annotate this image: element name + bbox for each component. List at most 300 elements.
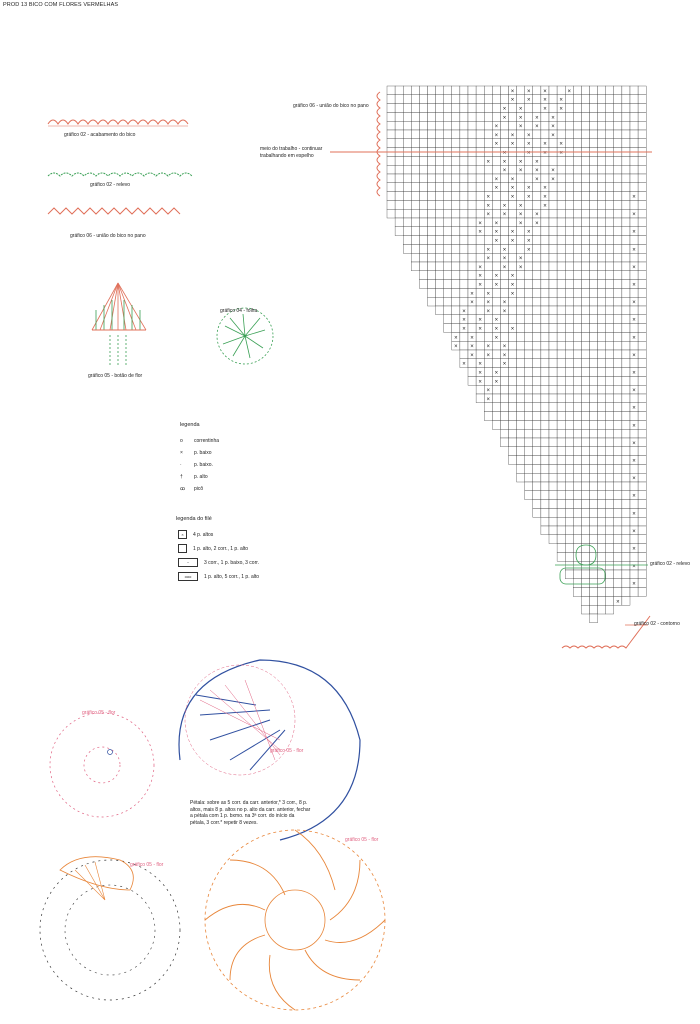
grid-cell (525, 315, 533, 324)
grid-cell (630, 86, 638, 95)
grid-cell (517, 288, 525, 297)
grid-cell (638, 200, 646, 209)
grid-cell (557, 262, 565, 271)
grid-cell (565, 165, 573, 174)
grid-cell (557, 280, 565, 289)
grid-cell (590, 262, 598, 271)
grid-cell (573, 192, 581, 201)
grid-cell (638, 376, 646, 385)
grid-cell (492, 253, 500, 262)
grid-cell (622, 271, 630, 280)
grid-cell (598, 95, 606, 104)
grid-cell (500, 192, 508, 201)
grid-cell (549, 192, 557, 201)
grid-cell (444, 227, 452, 236)
grid-cell (598, 192, 606, 201)
grid-cell (573, 350, 581, 359)
grid-cell (484, 121, 492, 130)
grid-mark: × (502, 247, 507, 254)
grid-cell (614, 341, 622, 350)
grid-cell (638, 332, 646, 341)
grid-cell (622, 288, 630, 297)
grid-cell (598, 244, 606, 253)
grid-cell (533, 376, 541, 385)
grid-cell (541, 394, 549, 403)
grid-cell (598, 156, 606, 165)
grid-mark: × (510, 185, 515, 192)
grid-cell (622, 368, 630, 377)
grid-cell (460, 174, 468, 183)
grid-cell (622, 464, 630, 473)
grid-cell (509, 262, 517, 271)
grid-cell (428, 86, 436, 95)
grid-cell (525, 253, 533, 262)
grid-cell (614, 552, 622, 561)
grid-cell (533, 315, 541, 324)
grid-cell (444, 156, 452, 165)
grid-cell (606, 95, 614, 104)
grid-cell (500, 288, 508, 297)
grid-cell (590, 156, 598, 165)
grid-cell (606, 359, 614, 368)
label-g06-uniao-grid: gráfico 06 - união do bico no pano (293, 103, 369, 109)
grid-cell (565, 438, 573, 447)
grid-cell (557, 491, 565, 500)
grid-cell (444, 86, 452, 95)
grid-cell (436, 130, 444, 139)
grid-mark: × (526, 194, 531, 201)
grid-mark: × (478, 379, 482, 386)
grid-cell (436, 121, 444, 130)
grid-cell (630, 288, 638, 297)
grid-cell (525, 324, 533, 333)
grid-cell (549, 508, 557, 517)
grid-cell (590, 324, 598, 333)
grid-cell (500, 174, 508, 183)
grid-cell (606, 271, 614, 280)
grid-cell (598, 464, 606, 473)
grid-cell (476, 112, 484, 121)
grid-cell (549, 500, 557, 509)
grid-cell (517, 447, 525, 456)
grid-mark: × (535, 220, 539, 227)
grid-cell (549, 517, 557, 526)
grid-cell (468, 139, 476, 148)
grid-cell (436, 104, 444, 113)
grid-cell (460, 218, 468, 227)
grid-cell (541, 297, 549, 306)
grid-cell (598, 280, 606, 289)
grid-cell (638, 438, 646, 447)
grid-cell (565, 280, 573, 289)
grid-mark: × (494, 124, 499, 131)
grid-cell (492, 420, 500, 429)
grid-cell (452, 112, 460, 121)
grid-cell (460, 271, 468, 280)
grid-mark: × (462, 317, 466, 324)
grid-cell (428, 156, 436, 165)
grid-cell (557, 508, 565, 517)
grid-cell (565, 561, 573, 570)
grid-cell (598, 368, 606, 377)
grid-cell (614, 218, 622, 227)
grid-cell (557, 183, 565, 192)
grid-cell (573, 218, 581, 227)
grid-cell (573, 200, 581, 209)
grid-cell (500, 139, 508, 148)
grid-cell (565, 183, 573, 192)
grid-cell (590, 508, 598, 517)
grid-cell (581, 473, 589, 482)
grid-cell (492, 297, 500, 306)
grid-mark: × (518, 212, 523, 219)
grid-cell (476, 86, 484, 95)
grid-cell (581, 508, 589, 517)
grid-cell (598, 262, 606, 271)
grid-cell (630, 376, 638, 385)
grid-cell (614, 183, 622, 192)
grid-mark: × (502, 264, 507, 271)
grid-cell (573, 95, 581, 104)
grid-cell (557, 324, 565, 333)
grid-cell (428, 253, 436, 262)
label-g02-acabamento: gráfico 02 - acabamento do bico (64, 132, 136, 138)
grid-cell (598, 403, 606, 412)
grid-cell (565, 236, 573, 245)
grid-cell (590, 350, 598, 359)
grid-cell (606, 156, 614, 165)
grid-cell (549, 456, 557, 465)
grid-cell (598, 535, 606, 544)
grid-cell (606, 244, 614, 253)
grid-cell (614, 500, 622, 509)
grid-cell (403, 121, 411, 130)
grid-cell (460, 244, 468, 253)
grid-cell (476, 200, 484, 209)
grid-cell (492, 403, 500, 412)
grid-cell (476, 341, 484, 350)
legend-text: p. baixo (194, 450, 212, 456)
grid-cell (419, 200, 427, 209)
grid-cell (428, 130, 436, 139)
grid-cell (614, 385, 622, 394)
legend-file-text: 3 corr., 1 p. baixo, 3 corr. (204, 559, 260, 566)
grid-cell (525, 104, 533, 113)
grid-mark: × (526, 185, 531, 192)
grid-cell (476, 156, 484, 165)
grid-cell (606, 297, 614, 306)
grid-mark: × (535, 115, 539, 122)
petal-note-line: Pétala: sobre as 5 corr. da carr. anterior,* 3 corr., 8 p. (190, 800, 308, 806)
grid-cell (476, 297, 484, 306)
grid-mark: × (526, 97, 531, 104)
grid-cell (590, 368, 598, 377)
grid-cell (492, 412, 500, 421)
grid-cell (541, 244, 549, 253)
grid-cell (484, 139, 492, 148)
grid-cell (428, 262, 436, 271)
grid-cell (565, 385, 573, 394)
grid-mark: × (632, 317, 636, 324)
grid-cell (436, 253, 444, 262)
grid-cell (614, 473, 622, 482)
grid-cell (598, 429, 606, 438)
grid-mark: × (478, 229, 482, 236)
grid-cell (444, 165, 452, 174)
grid-cell (590, 165, 598, 174)
grid-cell (484, 315, 492, 324)
grid-cell (565, 403, 573, 412)
petal-note-line: altos, mais 8 p. altos no p. alto da carr. anterior, fechar (190, 806, 311, 813)
grid-cell (557, 130, 565, 139)
grid-cell (590, 420, 598, 429)
grid-cell (606, 200, 614, 209)
grid-cell (452, 209, 460, 218)
grid-cell (573, 174, 581, 183)
legend-file-text: 1 p. alto, 5 corr., 1 p. alto (204, 573, 260, 580)
grid-cell (606, 368, 614, 377)
grid-cell (614, 420, 622, 429)
grid-cell (590, 200, 598, 209)
grid-cell (444, 297, 452, 306)
grid-cell (573, 438, 581, 447)
grid-cell (606, 139, 614, 148)
grid-cell (581, 464, 589, 473)
grid-cell (517, 359, 525, 368)
grid-cell (484, 86, 492, 95)
grid-cell (460, 192, 468, 201)
grid-mark: × (494, 132, 499, 139)
grid-cell (565, 508, 573, 517)
grid-cell (598, 447, 606, 456)
grid-cell (484, 174, 492, 183)
grid-cell (533, 341, 541, 350)
grid-cell (622, 192, 630, 201)
grid-cell (598, 544, 606, 553)
grid-cell (419, 227, 427, 236)
grid-cell (581, 359, 589, 368)
grid-cell (557, 464, 565, 473)
grid-cell (452, 315, 460, 324)
grid-cell (395, 209, 403, 218)
grid-cell (638, 368, 646, 377)
grid-cell (598, 130, 606, 139)
grid-cell (614, 350, 622, 359)
grid-cell (500, 95, 508, 104)
grid-cell (590, 209, 598, 218)
grid-cell (452, 130, 460, 139)
grid-cell (557, 288, 565, 297)
grid-cell (468, 218, 476, 227)
grid-cell (541, 253, 549, 262)
grid-cell (557, 271, 565, 280)
flower-diagram-orange (205, 830, 385, 1010)
grid-cell (549, 253, 557, 262)
grid-cell (598, 500, 606, 509)
grid-cell (622, 306, 630, 315)
grid-cell (638, 288, 646, 297)
grid-cell (590, 385, 598, 394)
grid-cell (638, 95, 646, 104)
grid-cell (606, 508, 614, 517)
grid-cell (533, 288, 541, 297)
grid-mark: × (502, 256, 507, 263)
grid-cell (428, 121, 436, 130)
grid-cell (444, 174, 452, 183)
grid-cell (444, 112, 452, 121)
grid-cell (590, 183, 598, 192)
grid-cell (541, 156, 549, 165)
grid-cell (606, 570, 614, 579)
grid-mark: × (518, 159, 523, 166)
grid-cell (606, 420, 614, 429)
grid-cell (573, 104, 581, 113)
grid-cell (581, 376, 589, 385)
grid-cell (606, 491, 614, 500)
grid-cell (638, 535, 646, 544)
grid-cell (500, 86, 508, 95)
grid-cell (598, 350, 606, 359)
grid-cell (517, 332, 525, 341)
grid-cell (565, 341, 573, 350)
grid-cell (517, 473, 525, 482)
grid-cell (452, 192, 460, 201)
grid-cell (436, 86, 444, 95)
grid-cell (517, 174, 525, 183)
grid-cell (525, 200, 533, 209)
grid-mark: × (526, 150, 531, 157)
grid-cell (573, 508, 581, 517)
grid-cell (557, 306, 565, 315)
grid-mark: × (632, 581, 636, 588)
label-flor-a: gráfico 05 - flor (82, 710, 116, 716)
grid-cell (452, 288, 460, 297)
grid-cell (549, 288, 557, 297)
grid-cell (590, 174, 598, 183)
grid-cell (590, 104, 598, 113)
grid-cell (509, 244, 517, 253)
grid-cell (541, 517, 549, 526)
grid-cell (452, 183, 460, 192)
grid-cell (533, 95, 541, 104)
grid-cell (638, 227, 646, 236)
grid-cell (541, 447, 549, 456)
grid-cell (590, 227, 598, 236)
grid-cell (468, 253, 476, 262)
grid-cell (525, 174, 533, 183)
grid-cell (468, 376, 476, 385)
grid-mark: × (543, 106, 547, 113)
grid-cell (509, 165, 517, 174)
grid-mark: × (551, 115, 555, 122)
grid-cell (573, 86, 581, 95)
grid-cell (598, 526, 606, 535)
grid-cell (590, 552, 598, 561)
grid-cell (590, 579, 598, 588)
grid-cell (533, 227, 541, 236)
label-g06-uniao: gráfico 06 - união do bico no pano (70, 233, 146, 239)
grid-cell (565, 429, 573, 438)
grid-cell (557, 165, 565, 174)
grid-cell (630, 95, 638, 104)
grid-mark: × (559, 97, 563, 104)
grid-cell (622, 438, 630, 447)
grid-cell (606, 253, 614, 262)
grid-mark: × (502, 159, 507, 166)
grid-cell (565, 306, 573, 315)
grid-cell (549, 244, 557, 253)
grid-mark: × (454, 344, 458, 351)
grid-cell (500, 394, 508, 403)
grid-cell (525, 438, 533, 447)
grid-cell (622, 579, 630, 588)
grid-cell (444, 209, 452, 218)
grid-cell (411, 95, 419, 104)
grid-mark: × (543, 203, 547, 210)
grid-cell (436, 297, 444, 306)
grid-cell (606, 86, 614, 95)
grid-cell (533, 368, 541, 377)
grid-cell (444, 244, 452, 253)
grid-cell (436, 306, 444, 315)
grid-cell (630, 447, 638, 456)
grid-cell (525, 447, 533, 456)
legend-file-symbol: × (178, 530, 187, 539)
label-meio-2: trabalhando em espelho (260, 153, 314, 159)
grid-cell (549, 209, 557, 218)
grid-cell (387, 130, 395, 139)
grid-cell (411, 112, 419, 121)
grid-mark: × (494, 220, 499, 227)
grid-cell (557, 315, 565, 324)
grid-mark: × (486, 300, 491, 307)
grid-cell (630, 306, 638, 315)
grid-cell (573, 253, 581, 262)
grid-cell (436, 192, 444, 201)
grid-cell (525, 464, 533, 473)
grid-cell (622, 104, 630, 113)
grid-cell (484, 183, 492, 192)
grid-cell (598, 236, 606, 245)
grid-cell (484, 403, 492, 412)
grid-cell (622, 552, 630, 561)
grid-mark: × (502, 352, 507, 359)
grid-mark: × (486, 396, 491, 403)
grid-cell (581, 438, 589, 447)
grid-cell (436, 218, 444, 227)
grid-cell (622, 227, 630, 236)
grid-cell (436, 200, 444, 209)
grid-cell (565, 420, 573, 429)
grid-cell (541, 473, 549, 482)
grid-cell (638, 139, 646, 148)
grid-cell (419, 86, 427, 95)
grid-mark: × (632, 370, 636, 377)
grid-cell (533, 244, 541, 253)
grid-cell (500, 429, 508, 438)
grid-cell (557, 200, 565, 209)
grid-cell (476, 350, 484, 359)
grid-cell (525, 394, 533, 403)
grid-cell (428, 174, 436, 183)
grid-mark: × (518, 220, 523, 227)
grid-cell (565, 121, 573, 130)
grid-cell (452, 165, 460, 174)
grid-cell (606, 394, 614, 403)
grid-mark: × (535, 159, 539, 166)
grid-cell (403, 95, 411, 104)
grid-cell (387, 86, 395, 95)
